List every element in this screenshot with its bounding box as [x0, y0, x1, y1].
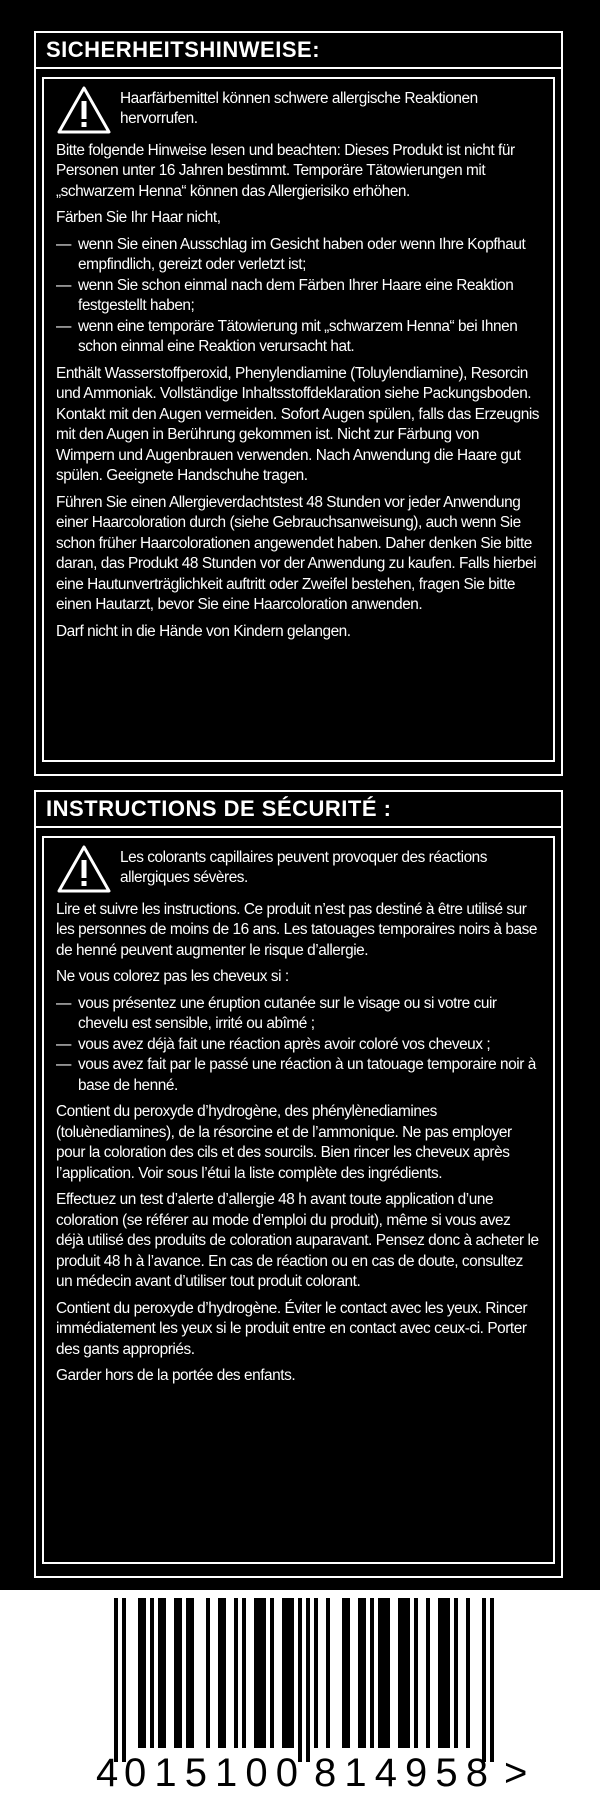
list-item: — vous présentez une éruption cutanée sur le visage ou si votre cuir chevelu est sensible, irrité ou abîmé ; — [56, 994, 541, 1035]
barcode-bar — [370, 1598, 374, 1748]
barcode-guard-bar — [298, 1598, 302, 1762]
paragraph: Färben Sie Ihr Haar nicht, — [56, 209, 221, 227]
barcode-bar — [162, 1598, 166, 1748]
barcode-bar — [438, 1598, 442, 1748]
barcode-bar — [242, 1598, 246, 1748]
barcode-bar — [326, 1598, 330, 1748]
barcode-guard-bar — [306, 1598, 310, 1762]
paragraph: Ne vous colorez pas les cheveux si : — [56, 968, 289, 986]
paragraph: Contient du peroxyde d’hydrogène, des phénylènediamines (toluènediamines), de la résorcine et de l’ammonique. Ne pas employer pour la coloration des cils et des sourcils. Bien rincer les cheveux après l’application. Voir sous l’étui la liste complète des ingrédients. — [56, 1103, 512, 1182]
warning-row-german — [56, 85, 541, 135]
barcode-bar — [446, 1598, 450, 1748]
barcode-guard-bar — [482, 1598, 486, 1762]
barcode-bar — [158, 1598, 162, 1748]
list-item: — vous avez déjà fait une réaction après avoir coloré vos cheveux ; — [56, 1035, 541, 1055]
contraindication-list-french — [56, 994, 541, 1096]
barcode-guard-bar — [122, 1598, 126, 1762]
barcode-bar — [186, 1598, 190, 1748]
barcode-area — [0, 1590, 600, 1805]
paragraph: Führen Sie einen Allergieverdachtstest 48 Stunden vor jeder Anwendung einer Haarcoloration durch (siehe Gebrauchsanweisung), auch wenn Sie schon früher Haarcolorationen angewendet haben. Daher denken Sie bitte daran, das Produkt 48 Stunden vor der Anwendung zu kaufen. Falls hierbei eine Hautunverträglichkeit auftritt oder Zweifel bestehen, fragen Sie bitte einen Hautarzt, bevor Sie eine Haarcoloration anwenden. — [56, 493, 537, 614]
warning-text-german: Haarfärbemittel können schwere allergische Reaktionen hervorrufen. — [120, 90, 478, 128]
barcode-bar — [346, 1598, 350, 1748]
barcode-bar — [138, 1598, 142, 1748]
barcode-bars — [114, 1598, 494, 1762]
list-item: — vous avez fait par le passé une réaction à un tatouage temporaire noir à base de henné. — [56, 1055, 541, 1096]
paragraph: Effectuez un test d’alerte d’allergie 48 h avant toute application d’une coloration (se référer au mode d’emploi du produit), même si vous avez déjà utilisé des produits de coloration auparavant. Pensez donc à acheter le produit 48 h à l’avance. En cas de réaction ou en cas de doute, consultez un médecin avant d’utiliser tout produit colorant. — [56, 1191, 539, 1291]
barcode-bar — [254, 1598, 258, 1748]
warning-triangle-icon — [56, 844, 112, 894]
paragraph: Bitte folgende Hinweise lesen und beachten: Dieses Produkt ist nicht für Personen unter 16 Jahren bestimmt. Temporäre Tätowierungen mit „schwarzem Henna“ können das Allergierisiko erhöhen. — [56, 142, 515, 200]
barcode-bar — [190, 1598, 194, 1748]
barcode-quiet-zone-marker: > — [504, 1751, 528, 1795]
barcode-bar — [282, 1598, 286, 1748]
panel-title-french: INSTRUCTIONS DE SÉCURITÉ : — [36, 792, 561, 828]
warning-row-french — [56, 844, 541, 894]
barcode-bar — [362, 1598, 366, 1748]
paragraph: Lire et suivre les instructions. Ce produit n’est pas destiné à être utilisé sur les personnes de moins de 16 ans. Les tatouages temporaires noirs à base de henné peuvent augmenter le risque d’allergie. — [56, 901, 537, 959]
barcode-bar — [142, 1598, 146, 1748]
paragraph: Contient du peroxyde d’hydrogène. Éviter le contact avec les yeux. Rincer immédiatement les yeux si le produit entre en contact avec ceux-ci. Porter des gants appropriés. — [56, 1299, 528, 1358]
warning-text-french: Les colorants capillaires peuvent provoquer des réactions allergiques sévères. — [120, 849, 488, 887]
barcode-bar — [174, 1598, 178, 1748]
panel-body-french — [42, 836, 555, 1564]
barcode-bar — [414, 1598, 418, 1748]
barcode-bar — [222, 1598, 226, 1748]
barcode-bar — [234, 1598, 238, 1748]
safety-panel-german — [34, 31, 563, 776]
barcode-bar — [218, 1598, 222, 1748]
safety-panel-french — [34, 790, 563, 1578]
barcode-bar — [442, 1598, 446, 1748]
barcode-bar — [342, 1598, 346, 1748]
panel-title-german: SICHERHEITSHINWEISE: — [36, 33, 561, 69]
barcode-guard-bar — [114, 1598, 118, 1762]
barcode-bar — [466, 1598, 470, 1748]
barcode-bar — [454, 1598, 458, 1748]
barcode-bar — [382, 1598, 386, 1748]
list-item: — wenn eine temporäre Tätowierung mit „schwarzem Henna“ bei Ihnen schon einmal eine Reaktion verursacht hat. — [56, 317, 541, 358]
barcode-bar — [378, 1598, 382, 1748]
barcode-bar — [386, 1598, 390, 1748]
paragraph: Enthält Wasserstoffperoxid, Phenylendiamine (Toluylendiamine), Resorcin und Ammoniak. Vollständige Inhaltsstoffdeklaration siehe Packungsboden. Kontakt mit den Augen vermeiden. Sofort Augen spülen, falls das Erzeugnis mit den Augen in Berührung gekommen ist. Nicht zur Färbung von Wimpern und Augenbrauen verwenden. Nach Anwendung die Haare gut spülen. Geeignete Handschuhe tragen. — [56, 364, 540, 485]
barcode-bar — [178, 1598, 182, 1748]
paragraph: Darf nicht in die Hände von Kindern gelangen. — [56, 622, 351, 640]
list-item: — wenn Sie schon einmal nach dem Färben Ihrer Haare eine Reaktion festgestellt haben; — [56, 276, 541, 317]
panel-body-german — [42, 77, 555, 762]
barcode-bar — [314, 1598, 318, 1748]
barcode-guard-bar — [490, 1598, 494, 1762]
barcode-bar — [406, 1598, 410, 1748]
barcode-bar — [270, 1598, 274, 1748]
barcode-bar — [286, 1598, 290, 1748]
barcode-left-digits: 015100 — [124, 1751, 298, 1795]
barcode-bar — [398, 1598, 402, 1748]
barcode-prefix-digit: 4 — [96, 1751, 119, 1795]
barcode-bar — [258, 1598, 262, 1748]
barcode-bar — [262, 1598, 266, 1748]
barcode-right-digits: 814958 — [314, 1751, 488, 1795]
barcode-bar — [426, 1598, 430, 1748]
ean13-barcode — [0, 1590, 600, 1805]
warning-triangle-icon — [56, 85, 112, 135]
contraindication-list-german — [56, 235, 541, 358]
barcode-bar — [402, 1598, 406, 1748]
barcode-bar — [206, 1598, 210, 1748]
barcode-bar — [358, 1598, 362, 1748]
paragraph: Garder hors de la portée des enfants. — [56, 1367, 296, 1385]
barcode-bar — [290, 1598, 294, 1748]
barcode-bar — [150, 1598, 154, 1748]
list-item: — wenn Sie einen Ausschlag im Gesicht haben oder wenn Ihre Kopfhaut empfindlich, gereizt oder verletzt ist; — [56, 235, 541, 276]
